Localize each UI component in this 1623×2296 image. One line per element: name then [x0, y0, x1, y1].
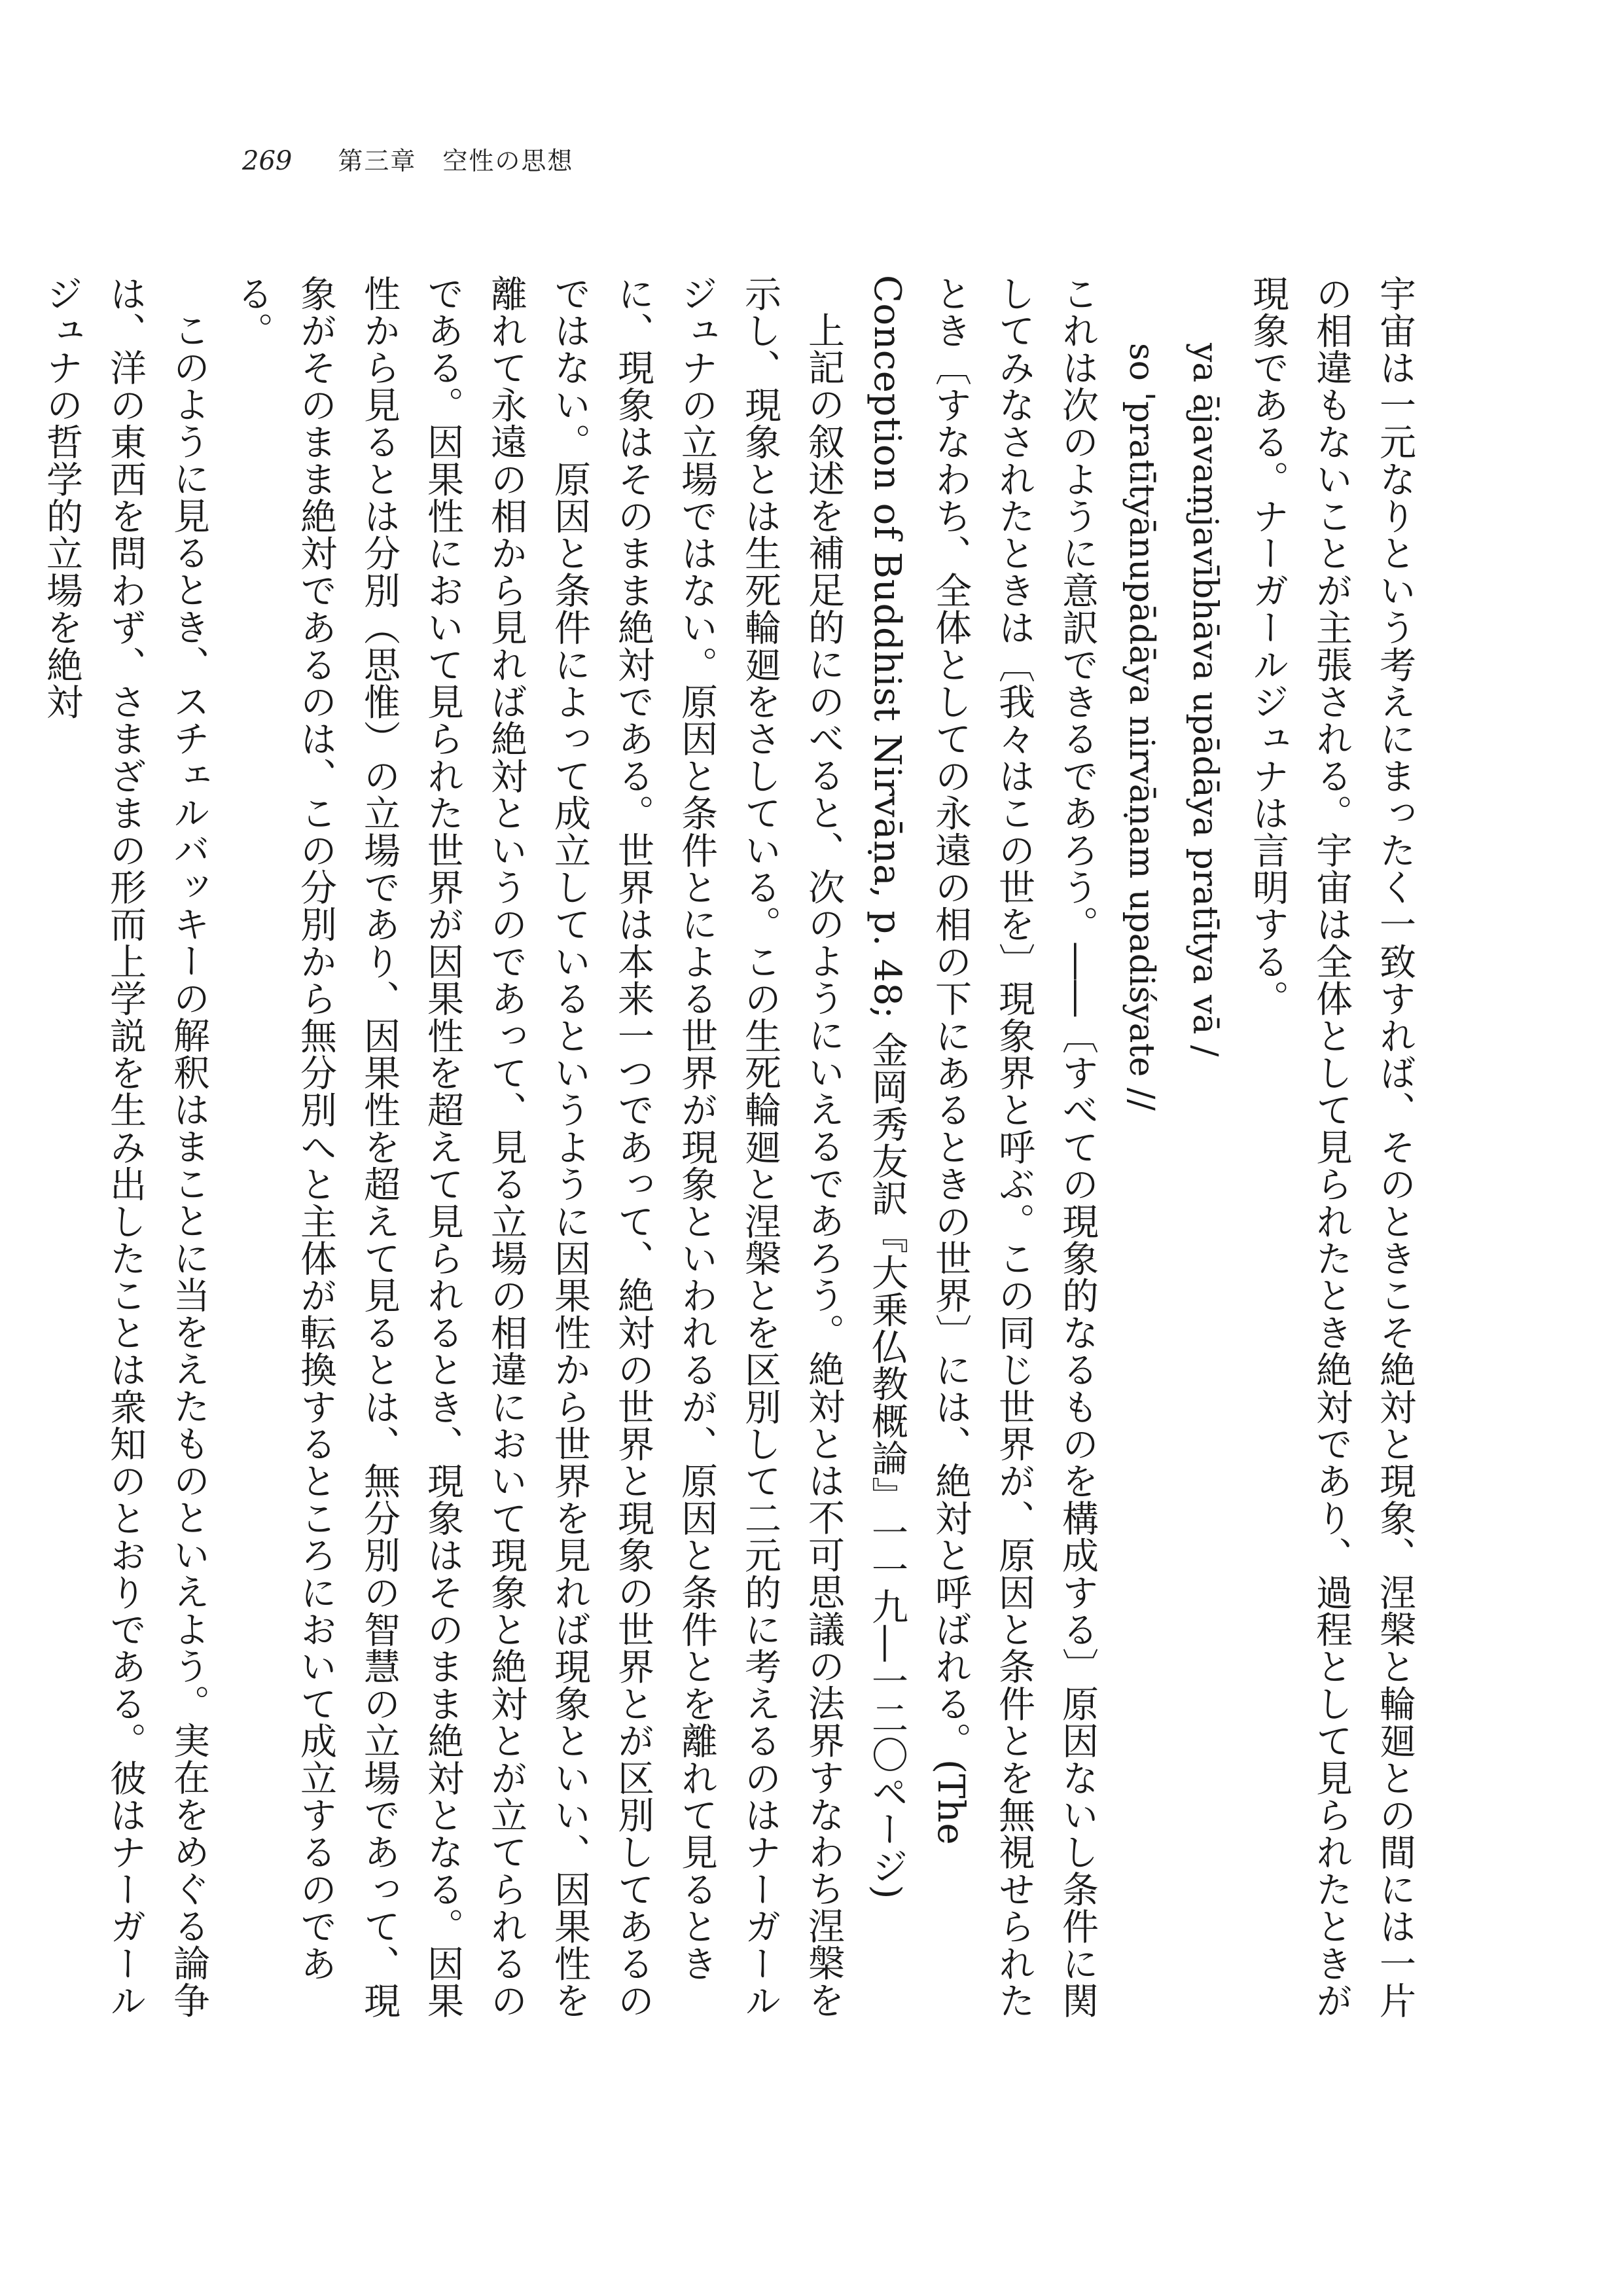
paragraph-1: 宇宙は一元なりという考えにまったく一致すれば、そのときこそ絶対と現象、涅槃と輪廻との間には一片の相違もないことが主張される。宇宙は全体として見られたとき絶対であり、過程として見られたときが現象である。ナーガールジュナは言明する。 [1247, 275, 1416, 2019]
paragraph-2: これは次のように意訳できるであろう。――〔すべての現象的なるものを構成する〕原因ないし条件に関してみなされたときは〔我々はこの世を〕現象界と呼ぶ。この同じ世界が、原因と条件とを無視せられたとき〔すなわち、全体としての永遠の相の下にあるときの世界〕には、絶対と呼ばれる。(The Conception of Buddhist Nirvāṇa, p. 48; 金岡秀友訳『大乗仏教概論』一一九―一二〇ページ) [866, 275, 1099, 2019]
page-header [242, 141, 573, 180]
paragraph-3: 上記の叙述を補足的にのべると、次のようにいえるであろう。絶対とは不可思議の法界すなわち涅槃を示し、現象とは生死輪廻をさしている。この生死輪廻と涅槃とを区別して二元的に考えるのはナーガールジュナの立場ではない。原因と条件とによる世界が現象といわれるが、原因と条件とを離れて見るときに、現象はそのまま絶対である。世界は本来一つであって、絶対の世界と現象の世界とが区別してあるのではない。原因と条件によって成立しているというように因果性から世界を見れば現象といい、因果性を離れて永遠の相から見れば絶対というのであって、見る立場の相違において現象と絶対とが立てられるのである。因果性において見られた世界が因果性を超えて見られるとき、現象はそのまま絶対となる。因果性から見るとは分別（思惟）の立場であり、因果性を超えて見るとは、無分別の智慧の立場であって、現象がそのまま絶対であるのは、この分別から無分別へと主体が転換するところにおいて成立するのである。 [231, 275, 845, 2019]
sanskrit-verse-line-1: ya ājavaṃjavībhāva upādāya pratītya vā / [1185, 343, 1224, 1057]
sanskrit-verse-line-2: so 'pratītyānupādāya nirvāṇam upadiśyate // [1122, 343, 1161, 1111]
page-number: 269 [242, 146, 293, 176]
running-head: 第三章 空性の思想 [338, 147, 574, 175]
body-text [41, 275, 1427, 2042]
paragraph-4: このように見るとき、スチェルバッキーの解釈はまことに当をえたものといえよう。実在をめぐる論争は、洋の東西を問わず、さまざまの形而上学説を生み出したことは衆知のとおりである。彼はナーガールジュナの哲学的立場を絶対 [41, 275, 210, 2019]
